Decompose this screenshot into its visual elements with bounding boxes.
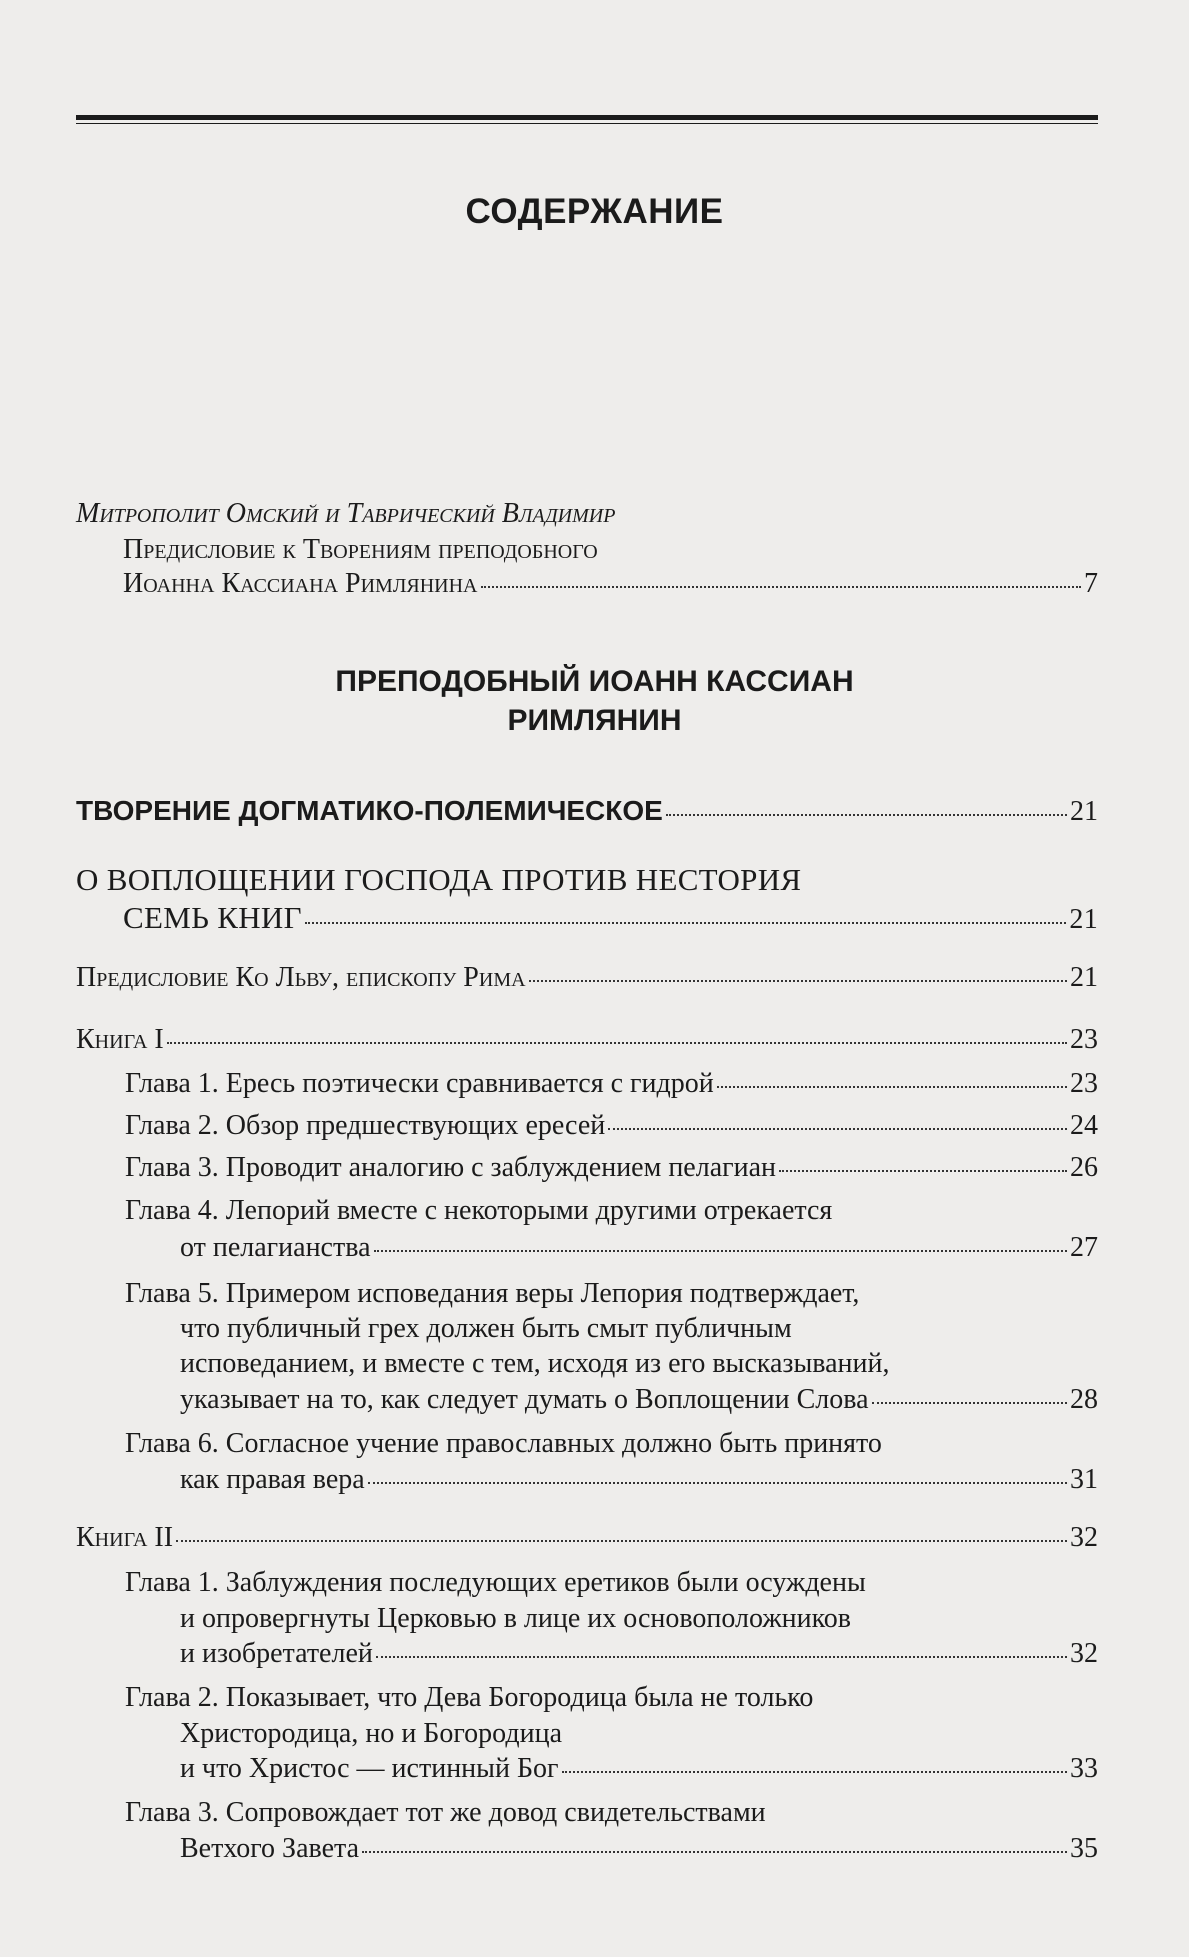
chapter-2-2-line-3: и что Христос — истинный Бог bbox=[180, 1753, 559, 1784]
chapter-1-3-line-1: Глава 3. Проводит аналогию с заблуждением пелагиан bbox=[125, 1152, 777, 1183]
chapter-1-2-line-1: Глава 2. Обзор предшествующих ересей bbox=[125, 1110, 606, 1141]
page-number: 7 bbox=[1084, 568, 1098, 599]
toc-entry-chapter-1-5[interactable] bbox=[180, 1384, 1098, 1416]
page-number: 33 bbox=[1070, 1753, 1098, 1784]
toc-entry-chapter-1-4[interactable] bbox=[180, 1232, 1098, 1264]
book-2-label: Книга II bbox=[76, 1522, 174, 1553]
header-rule bbox=[76, 115, 1098, 120]
chapter-1-5-line-2: что публичный грех должен быть смыт публичным bbox=[180, 1313, 792, 1344]
section-author-line-1: ПРЕПОДОБНЫЙ ИОАНН КАССИАН bbox=[335, 665, 854, 698]
chapter-2-3-line-1: Глава 3. Сопровождает тот же довод свидетельствами bbox=[125, 1797, 766, 1828]
book-1-label: Книга I bbox=[76, 1024, 164, 1055]
chapter-2-2-line-1: Глава 2. Показывает, что Дева Богородица была не только bbox=[125, 1682, 814, 1713]
treatise-line-2: СЕМЬ КНИГ bbox=[123, 900, 302, 935]
toc-entry-chapter-1-6[interactable] bbox=[180, 1464, 1098, 1496]
toc-entry-chapter-1-2[interactable] bbox=[125, 1110, 1098, 1142]
page-title: СОДЕРЖАНИЕ bbox=[465, 192, 724, 231]
chapter-1-5-line-1: Глава 5. Примером исповедания веры Лепория подтверждает, bbox=[125, 1278, 860, 1309]
leader-dots bbox=[176, 1540, 1067, 1542]
leader-dots bbox=[481, 586, 1082, 588]
page-number: 21 bbox=[1070, 796, 1098, 827]
treatise-line-1: О ВОПЛОЩЕНИИ ГОСПОДА ПРОТИВ НЕСТОРИЯ bbox=[76, 862, 802, 897]
leader-dots bbox=[562, 1771, 1067, 1773]
toc-entry-chapter-2-2[interactable] bbox=[180, 1753, 1098, 1785]
chapter-1-6-line-2: как правая вера bbox=[180, 1464, 365, 1495]
toc-entry-book-2[interactable] bbox=[76, 1522, 1098, 1554]
chapter-1-4-line-2: от пелагианства bbox=[180, 1232, 371, 1263]
leader-dots bbox=[305, 922, 1067, 924]
leader-dots bbox=[167, 1042, 1067, 1044]
chapter-2-1-line-1: Глава 1. Заблуждения последующих еретиков были осуждены bbox=[125, 1567, 866, 1598]
page-number: 21 bbox=[1070, 962, 1098, 993]
page-number: 26 bbox=[1070, 1152, 1098, 1183]
chapter-2-1-line-3: и изобретателей bbox=[180, 1638, 373, 1669]
chapter-1-6-line-1: Глава 6. Согласное учение православных должно быть принято bbox=[125, 1428, 882, 1459]
leader-dots bbox=[368, 1482, 1067, 1484]
page-number: 23 bbox=[1070, 1024, 1098, 1055]
leader-dots bbox=[666, 814, 1067, 816]
chapter-1-5-line-4: указывает на то, как следует думать о Воплощении Слова bbox=[180, 1384, 869, 1415]
chapter-1-4-line-1: Глава 4. Лепорий вместе с некоторыми другими отрекается bbox=[125, 1195, 833, 1226]
page-number: 32 bbox=[1070, 1522, 1098, 1553]
toc-entry-chapter-2-3[interactable] bbox=[180, 1833, 1098, 1865]
preface-line-2: Иоанна Кассиана Римлянина bbox=[123, 568, 478, 599]
toc-entry-chapter-1-3[interactable] bbox=[125, 1152, 1098, 1184]
chapter-1-1-line-1: Глава 1. Ересь поэтически сравнивается с гидрой bbox=[125, 1068, 714, 1099]
toc-entry-chapter-1-1[interactable] bbox=[125, 1068, 1098, 1100]
leader-dots bbox=[374, 1250, 1067, 1252]
toc-entry-preface[interactable] bbox=[123, 568, 1098, 600]
page-number: 23 bbox=[1070, 1068, 1098, 1099]
leader-dots bbox=[779, 1170, 1067, 1172]
page-number: 24 bbox=[1070, 1110, 1098, 1141]
page-number: 35 bbox=[1070, 1833, 1098, 1864]
preface-line-1: Предисловие к Творениям преподобного bbox=[123, 534, 598, 565]
leader-dots bbox=[529, 980, 1067, 982]
chapter-2-3-line-2: Ветхого Завета bbox=[180, 1833, 360, 1864]
toc-entry-book-1[interactable] bbox=[76, 1024, 1098, 1056]
toc-entry-foreword[interactable] bbox=[76, 962, 1098, 994]
page-number: 32 bbox=[1070, 1638, 1098, 1669]
preface-author: Митрополит Омский и Таврический Владимир bbox=[76, 498, 616, 529]
leader-dots bbox=[362, 1851, 1067, 1853]
page-number: 28 bbox=[1070, 1384, 1098, 1415]
page-number: 21 bbox=[1069, 904, 1098, 935]
section-author-line-2: РИМЛЯНИН bbox=[507, 704, 682, 737]
leader-dots bbox=[717, 1086, 1067, 1088]
foreword-label: Предисловие Ко Льву, епископу Рима bbox=[76, 962, 526, 993]
chapter-2-2-line-2: Христородица, но и Богородица bbox=[180, 1718, 563, 1749]
leader-dots bbox=[872, 1402, 1067, 1404]
chapter-1-5-line-3: исповеданием, и вместе с тем, исходя из его высказываний, bbox=[180, 1348, 890, 1379]
page-number: 31 bbox=[1070, 1464, 1098, 1495]
work-title: ТВОРЕНИЕ ДОГМАТИКО-ПОЛЕМИЧЕСКОЕ bbox=[76, 795, 663, 826]
toc-entry-chapter-2-1[interactable] bbox=[180, 1638, 1098, 1670]
page-number: 27 bbox=[1070, 1232, 1098, 1263]
toc-entry-work[interactable] bbox=[76, 795, 1098, 828]
chapter-2-1-line-2: и опровергнуты Церковью в лице их основоположников bbox=[180, 1603, 852, 1634]
leader-dots bbox=[608, 1128, 1067, 1130]
leader-dots bbox=[376, 1656, 1067, 1658]
toc-entry-treatise[interactable] bbox=[123, 900, 1098, 936]
